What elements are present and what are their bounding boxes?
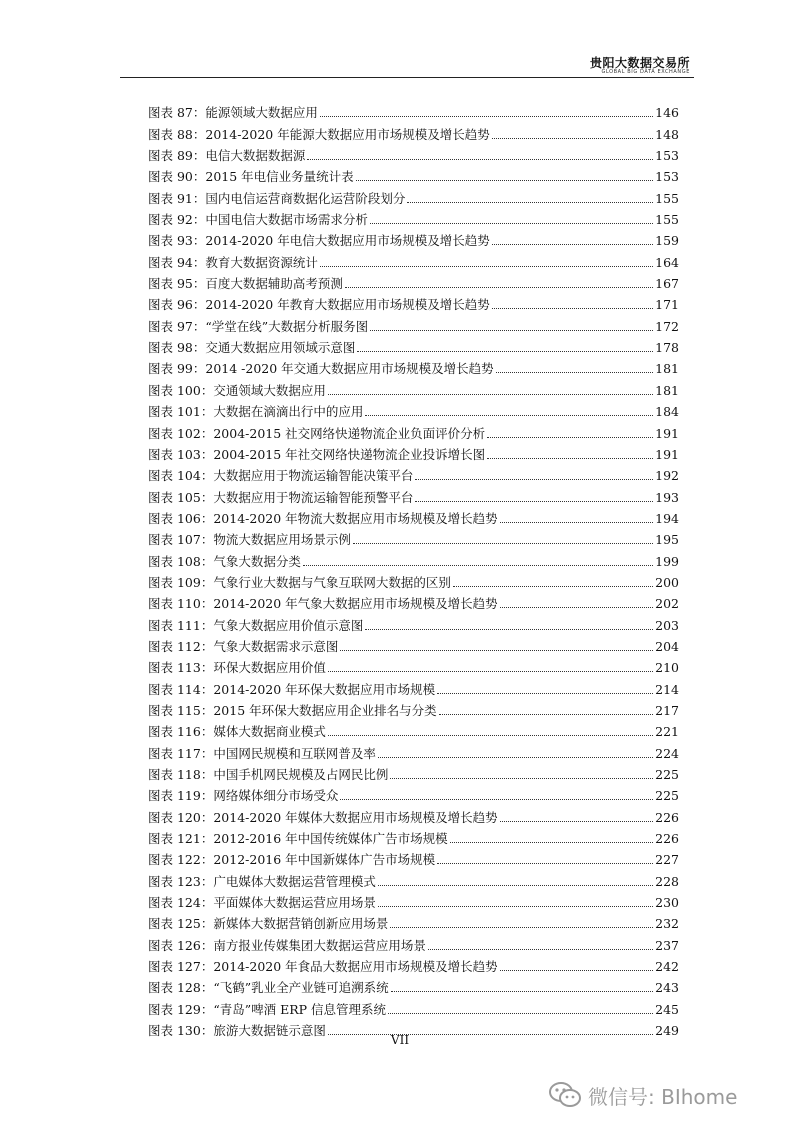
toc-entry-label: 图表 130： xyxy=(148,1023,214,1039)
toc-entry-title: “学堂在线”大数据分析服务图 xyxy=(205,318,369,334)
toc-entry-label: 图表 120： xyxy=(148,809,214,825)
toc-entry-title: 2014-2020 年环保大数据应用市场规模 xyxy=(213,681,436,697)
header-org-name-en: GLOBAL BIG DATA EXCHANGE xyxy=(601,69,690,75)
toc-entry-label: 图表 96： xyxy=(148,297,206,313)
toc-entry-label: 图表 127： xyxy=(148,959,214,975)
toc-entry-label: 图表 122： xyxy=(148,852,214,868)
toc-entry-leader xyxy=(428,927,653,949)
toc-entry-label: 图表 117： xyxy=(148,745,214,761)
toc-entry-leader xyxy=(391,970,654,992)
toc-entry-title: 南方报业传媒集团大数据运营应用场景 xyxy=(213,937,426,953)
toc-entry-page: 221 xyxy=(655,724,679,740)
toc-entry-title: 2004-2015 社交网络快递物流企业负面评价分析 xyxy=(213,425,486,441)
toc-entry-leader xyxy=(307,138,653,160)
toc-entry-page: 226 xyxy=(655,831,679,847)
toc-entry-leader xyxy=(407,180,653,202)
watermark xyxy=(548,1080,737,1110)
toc-entry-leader xyxy=(378,735,653,757)
toc-entry-title: 教育大数据资源统计 xyxy=(205,254,318,270)
toc-entry-leader xyxy=(437,671,653,693)
toc-entry-leader xyxy=(378,885,653,907)
toc-entry-title: 平面媒体大数据运营应用场景 xyxy=(213,895,376,911)
toc-entry-title: 2012-2016 年中国传统媒体广告市场规模 xyxy=(213,831,448,847)
toc-entry-leader xyxy=(328,650,653,672)
toc-entry-label: 图表 105： xyxy=(148,489,214,505)
toc-entry-leader xyxy=(370,202,653,224)
toc-entry-page: 245 xyxy=(655,1001,679,1017)
toc-entry-leader xyxy=(353,522,653,544)
toc-entry-leader xyxy=(356,159,653,181)
toc-entry-label: 图表 110： xyxy=(148,596,214,612)
toc-entry-leader xyxy=(487,437,653,459)
toc-entry-leader xyxy=(390,906,653,928)
toc-entry-title: 广电媒体大数据运营管理模式 xyxy=(213,873,376,889)
toc-entry-page: 224 xyxy=(655,745,679,761)
toc-entry-page: 155 xyxy=(655,190,679,206)
toc-entry-leader xyxy=(365,394,653,416)
toc-entry-label: 图表 119： xyxy=(148,788,214,804)
toc-entry-title: 中国网民规模和互联网普及率 xyxy=(213,745,376,761)
toc-entry-title: 气象大数据需求示意图 xyxy=(213,638,339,654)
toc-entry-page: 191 xyxy=(655,446,679,462)
toc-entry-leader xyxy=(500,799,653,821)
toc-entry-page: 204 xyxy=(655,638,679,654)
toc-entry[interactable] xyxy=(148,95,679,121)
toc-entry-leader xyxy=(320,244,653,266)
toc-entry-leader xyxy=(450,821,653,843)
toc-entry-title: 能源领域大数据应用 xyxy=(205,105,318,121)
toc-entry-leader xyxy=(390,757,653,779)
toc-entry-page: 199 xyxy=(655,553,679,569)
toc-entry-leader xyxy=(437,842,653,864)
toc-entry-label: 图表 114： xyxy=(148,681,214,697)
toc-entry-label: 图表 98： xyxy=(148,340,206,356)
toc-entry-title: 网络媒体细分市场受众 xyxy=(213,788,339,804)
toc-entry-page: 243 xyxy=(655,980,679,996)
toc-entry-leader xyxy=(500,949,653,971)
toc-entry-page: 195 xyxy=(655,532,679,548)
toc-entry-leader xyxy=(357,330,653,352)
toc-entry-title: 新媒体大数据营销创新应用场景 xyxy=(213,916,389,932)
toc-entry-label: 图表 106： xyxy=(148,510,214,526)
toc-entry-title: 环保大数据应用价值 xyxy=(213,660,326,676)
toc-entry-page: 249 xyxy=(655,1023,679,1039)
toc-entry-label: 图表 109： xyxy=(148,574,214,590)
toc-entry-title: 2014-2020 年气象大数据应用市场规模及增长趋势 xyxy=(213,596,498,612)
toc-entry-label: 图表 124： xyxy=(148,895,214,911)
toc-entry-page: 171 xyxy=(655,297,679,313)
toc-entry-page: 153 xyxy=(655,169,679,185)
toc-entry-title: 2014-2020 年物流大数据应用市场规模及增长趋势 xyxy=(213,510,498,526)
toc-entry-label: 图表 90： xyxy=(148,169,206,185)
toc-entry-page: 226 xyxy=(655,809,679,825)
page-number: VII xyxy=(390,1033,410,1047)
toc-entry-page: 225 xyxy=(655,767,679,782)
toc-entry-page: 181 xyxy=(655,382,679,398)
toc-entry-label: 图表 125： xyxy=(148,916,214,932)
toc-entry-leader xyxy=(453,565,653,587)
toc-entry-label: 图表 112： xyxy=(148,638,214,654)
toc-entry-page: 228 xyxy=(655,873,679,889)
toc-entry-title: 百度大数据辅助高考预测 xyxy=(205,276,343,292)
toc-entry-page: 202 xyxy=(655,596,679,612)
toc-entry-page: 214 xyxy=(655,681,679,697)
toc-entry-leader xyxy=(439,693,654,715)
toc-entry-title: 交通领域大数据应用 xyxy=(213,382,326,398)
toc-entry-title: 国内电信运营商数据化运营阶段划分 xyxy=(205,190,406,206)
toc-entry-label: 图表 101： xyxy=(148,404,214,420)
toc-entry-title: 中国手机网民规模及占网民比例 xyxy=(213,767,389,782)
toc-entry-title: 2014-2020 年媒体大数据应用市场规模及增长趋势 xyxy=(213,809,498,825)
toc-entry-page: 167 xyxy=(655,276,679,292)
toc-entry-leader xyxy=(492,116,653,138)
toc-entry-leader xyxy=(340,629,653,651)
toc-entry-leader xyxy=(500,501,653,523)
header-org-name: 贵阳大数据交易所 xyxy=(589,56,690,70)
toc-entry-title: 旅游大数据链示意图 xyxy=(213,1023,326,1039)
toc-entry-label: 图表 100： xyxy=(148,382,214,398)
toc-entry-leader xyxy=(492,287,653,309)
toc-entry-title: 大数据应用于物流运输智能预警平台 xyxy=(213,489,414,505)
toc-entry-page: 194 xyxy=(655,510,679,526)
toc-entry-label: 图表 123： xyxy=(148,873,214,889)
toc-entry-title: 电信大数据数据源 xyxy=(205,148,306,164)
toc-entry-leader xyxy=(378,863,653,885)
toc-entry-label: 图表 89： xyxy=(148,148,206,164)
toc-entry-label: 图表 104： xyxy=(148,468,214,484)
toc-entry-label: 图表 115： xyxy=(148,702,214,718)
toc-entry-title: 2004-2015 年社交网络快递物流企业投诉增长图 xyxy=(213,446,486,462)
toc-entry-label: 图表 128： xyxy=(148,980,214,996)
toc-entry-label: 图表 113： xyxy=(148,660,214,676)
toc-entry-page: 230 xyxy=(655,895,679,911)
toc-entry-leader xyxy=(500,586,653,608)
toc-entry-page: 146 xyxy=(655,105,679,121)
toc-entry-leader xyxy=(320,95,653,117)
toc-entry-title: “飞鹤”乳业全产业链可追溯系统 xyxy=(213,980,389,996)
toc-entry-leader xyxy=(492,223,653,245)
table-of-figures xyxy=(148,95,679,1039)
toc-entry-label: 图表 92： xyxy=(148,212,206,228)
toc-entry-label: 图表 108： xyxy=(148,553,214,569)
page-header xyxy=(120,46,694,80)
toc-entry-title: 大数据应用于物流运输智能决策平台 xyxy=(213,468,414,484)
toc-entry-page: 148 xyxy=(655,126,679,142)
toc-entry-leader xyxy=(328,714,653,736)
toc-entry-page: 153 xyxy=(655,148,679,164)
toc-entry-page: 200 xyxy=(655,574,679,590)
toc-entry-label: 图表 94： xyxy=(148,254,206,270)
toc-entry-page: 184 xyxy=(655,404,679,420)
toc-entry-page: 191 xyxy=(655,425,679,441)
toc-entry-page: 210 xyxy=(655,660,679,676)
toc-entry-page: 193 xyxy=(655,489,679,505)
toc-entry-label: 图表 87： xyxy=(148,105,206,121)
toc-entry-label: 图表 121： xyxy=(148,831,214,847)
toc-entry-label: 图表 129： xyxy=(148,1001,214,1017)
toc-entry-leader xyxy=(370,308,653,330)
toc-entry-title: 2014-2020 年能源大数据应用市场规模及增长趋势 xyxy=(205,126,490,142)
toc-entry-page: 217 xyxy=(655,702,679,718)
toc-entry-page: 172 xyxy=(655,318,679,334)
toc-entry-leader xyxy=(388,991,653,1013)
wechat-icon xyxy=(548,1081,582,1109)
toc-entry-page: 181 xyxy=(655,361,679,377)
toc-entry-leader xyxy=(328,372,653,394)
toc-entry-title: 物流大数据应用场景示例 xyxy=(213,532,351,548)
toc-entry-title: 2014-2020 年电信大数据应用市场规模及增长趋势 xyxy=(205,233,490,249)
toc-entry-title: 气象大数据应用价值示意图 xyxy=(213,617,364,633)
toc-entry-label: 图表 97： xyxy=(148,318,206,334)
toc-entry-title: 2014-2020 年食品大数据应用市场规模及增长趋势 xyxy=(213,959,498,975)
toc-entry-title: 中国电信大数据市场需求分析 xyxy=(205,212,368,228)
toc-entry-page: 237 xyxy=(655,937,679,953)
toc-entry-title: 大数据在滴滴出行中的应用 xyxy=(213,404,364,420)
toc-entry-title: 2015 年电信业务量统计表 xyxy=(205,169,354,185)
toc-entry-title: “青岛”啤酒 ERP 信息管理系统 xyxy=(213,1001,387,1017)
toc-entry-leader xyxy=(415,479,653,501)
toc-entry-page: 155 xyxy=(655,212,679,228)
toc-entry-leader xyxy=(328,1013,653,1035)
toc-entry-leader xyxy=(415,458,653,480)
toc-entry-title: 2015 年环保大数据应用企业排名与分类 xyxy=(213,702,437,718)
toc-entry-title: 气象行业大数据与气象互联网大数据的区别 xyxy=(213,574,451,590)
toc-entry-label: 图表 91： xyxy=(148,190,206,206)
toc-entry-label: 图表 103： xyxy=(148,446,214,462)
toc-entry-title: 2014 -2020 年交通大数据应用市场规模及增长趋势 xyxy=(205,361,494,377)
toc-entry-leader xyxy=(496,351,653,373)
toc-entry-label: 图表 102： xyxy=(148,425,214,441)
toc-entry-title: 气象大数据分类 xyxy=(213,553,301,569)
toc-entry-label: 图表 111： xyxy=(148,617,214,633)
toc-entry-label: 图表 118： xyxy=(148,767,214,782)
toc-entry-label: 图表 107： xyxy=(148,532,214,548)
toc-entry-leader xyxy=(345,266,653,288)
toc-entry-page: 225 xyxy=(655,788,679,804)
toc-entry-page: 227 xyxy=(655,852,679,868)
header-divider xyxy=(120,77,694,78)
toc-entry-label: 图表 93： xyxy=(148,233,206,249)
toc-entry-label: 图表 88： xyxy=(148,126,206,142)
toc-entry-title: 2014-2020 年教育大数据应用市场规模及增长趋势 xyxy=(205,297,490,313)
toc-entry-label: 图表 126： xyxy=(148,937,214,953)
toc-entry-page: 203 xyxy=(655,617,679,633)
toc-entry-title: 媒体大数据商业模式 xyxy=(213,724,326,740)
toc-entry-page: 164 xyxy=(655,254,679,270)
toc-entry-leader xyxy=(365,607,653,629)
toc-entry-page: 242 xyxy=(655,959,679,975)
toc-entry-label: 图表 99： xyxy=(148,361,206,377)
toc-entry-title: 2012-2016 年中国新媒体广告市场规模 xyxy=(213,852,436,868)
toc-entry-page: 192 xyxy=(655,468,679,484)
toc-entry-leader xyxy=(487,415,653,437)
toc-entry-page: 178 xyxy=(655,340,679,356)
toc-entry-leader xyxy=(340,778,653,800)
toc-entry-page: 232 xyxy=(655,916,679,932)
toc-entry-leader xyxy=(303,543,653,565)
toc-entry-title: 交通大数据应用领域示意图 xyxy=(205,340,356,356)
watermark-text: 微信号: BIhome xyxy=(588,1084,738,1109)
toc-entry-label: 图表 95： xyxy=(148,276,206,292)
toc-entry-label: 图表 116： xyxy=(148,724,214,740)
toc-entry-page: 159 xyxy=(655,233,679,249)
